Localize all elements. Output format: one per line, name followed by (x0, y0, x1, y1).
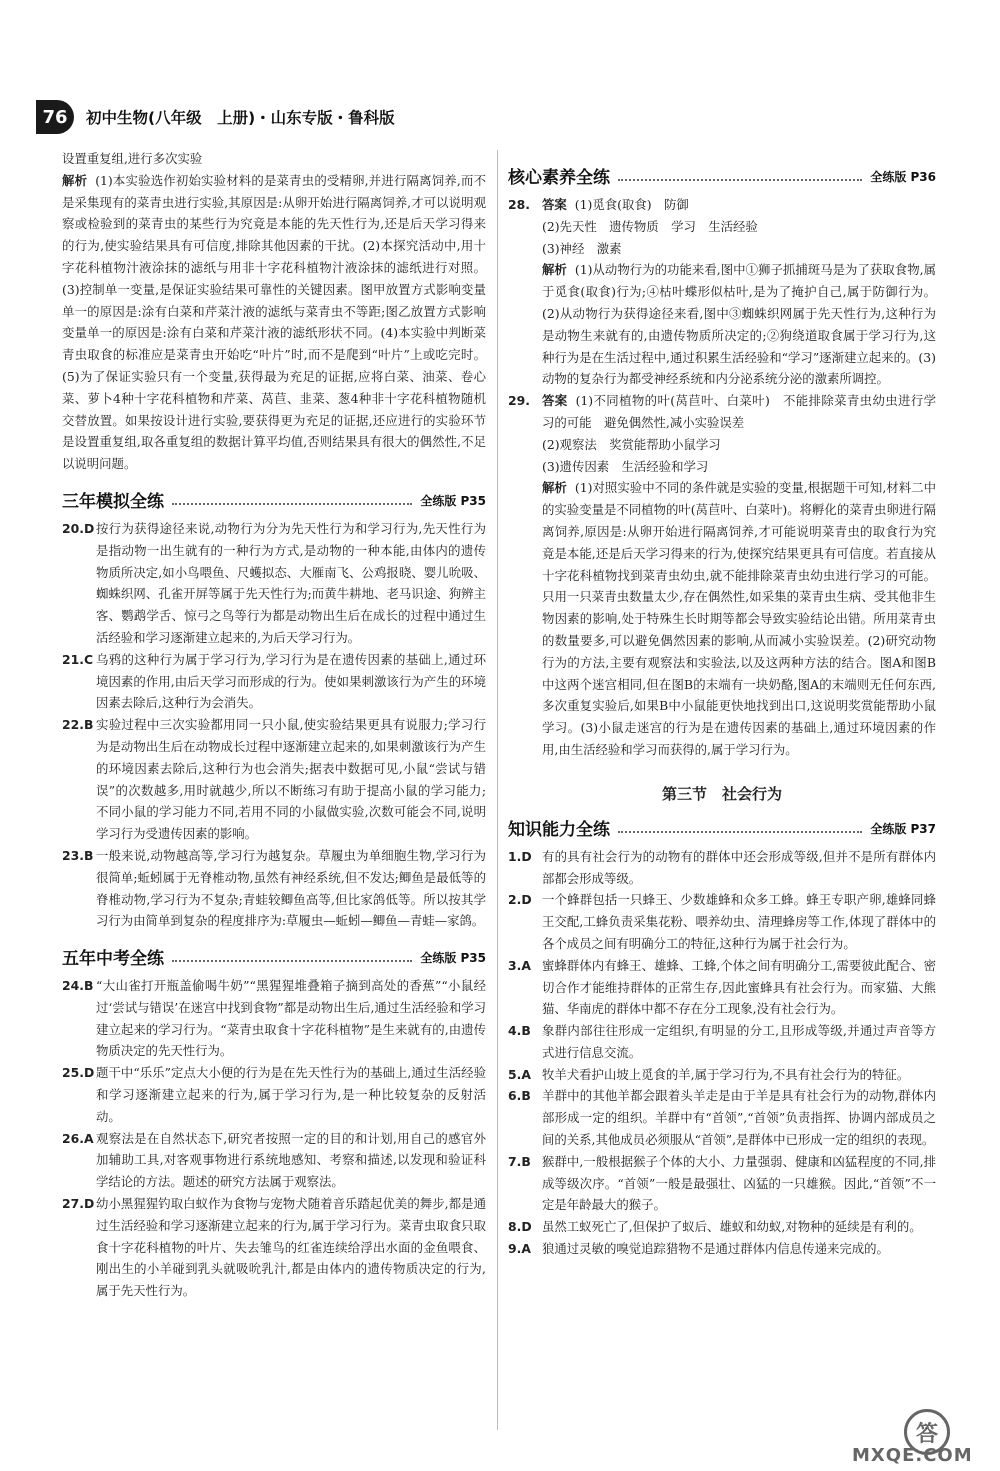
question-number: 29. (508, 393, 530, 409)
answer-label: 答案 (542, 197, 567, 212)
answer-text: 有的具有社会行为的动物有的群体中还会形成等级,但并不是所有群体内部都会形成等级。 (542, 848, 936, 886)
analysis-text: (1)从动物行为的功能来看,图中①狮子抓捕斑马是为了获取食物,属于觅食(取食)行为;④枯叶蝶形似枯叶,是为了掩护自己,属于防御行为。(2)从动物行为获得途径来看,图中③蜘蛛织网属于先天性行为,这种行为是动物生来就有的,由遗传物质所决定的;②狗绕道取食属于学习行为,这种行为是在生活过程中,通过积累生活经验和“学习”逐渐建立起来的。(3)动物的复杂行为都受神经系统和内分泌系统分泌的激素所调控。 (542, 262, 937, 387)
answer-list (62, 975, 486, 1302)
answer-line: (3)遗传因素 生活经验和学习 (542, 458, 709, 474)
answer-item (62, 518, 486, 649)
answer-list (62, 518, 486, 932)
section-leader (618, 831, 862, 833)
answer-text: 按行为获得途径来说,动物行为分为先天性行为和学习行为,先天性行为是指动物一出生就有的一种行为方式,是动物的一种本能,由体内的遗传物质所决定,如小鸟喂鱼、尺蠖拟态、大雁南飞、公鸡报晓、婴儿吮吸、蜘蛛织网、孔雀开屏等属于先天性行为;而黄牛耕地、老马识途、狗辨主客、鹦鹉学舌、惊弓之鸟等行为都是动物出生后在成长的过程中通过生活经验和学习逐渐建立起来的,为后天学习行为。 (96, 520, 486, 645)
answer-text: 牧羊犬看护山坡上觅食的羊,属于学习行为,不具有社会行为的特征。 (542, 1066, 910, 1082)
answer-text: 乌鸦的这种行为属于学习行为,学习行为是在遗传因素的基础上,通过环境因素的作用,由后天学习而形成的行为。使如果刺激该行为产生的环境因素去除后,这种行为会消失。 (96, 651, 486, 711)
question-number: 28. (508, 197, 530, 212)
jiexi-label: 解析 (542, 262, 567, 278)
answer-text: 象群内部往往形成一定组织,有明显的分工,且形成等级,并通过声音等方式进行信息交流。 (542, 1023, 936, 1060)
jiexi-label: 解析 (62, 172, 88, 188)
answer-item (508, 955, 936, 1020)
watermark-text: MXQE.COM (852, 1445, 973, 1466)
question-number: 9.A (508, 1241, 531, 1257)
question-number: 8.D (508, 1219, 532, 1235)
analysis (508, 259, 936, 390)
question-number: 24.B (62, 978, 94, 994)
watermark-logo (812, 1409, 982, 1465)
answer-text: 一般来说,动物越高等,学习行为越复杂。草履虫为单细胞生物,学习行为很简单;蚯蚓属于无脊椎动物,虽然有神经系统,但不发达;鲫鱼是最低等的脊椎动物,学习行为不复杂;青蛙较鲫鱼高等,但比家鸽低等。所以按其学习行为由简单到复杂的程度排序为:草履虫—蚯蚓—鲫鱼—青蛙—家鸽。 (96, 847, 486, 929)
question-number: 1.D (508, 848, 532, 864)
section-leader (172, 503, 412, 505)
intro-analysis (62, 170, 486, 475)
section-leader (172, 960, 412, 962)
section-ref: 全练版 P35 (420, 951, 486, 966)
answer-text: 观察法是在自然状态下,研究者按照一定的目的和计划,用自己的感官外加辅助工具,对客观事物进行系统地感知、考察和描述,以发现和验证科学结论的方法。题述的研究方法属于观察法。 (96, 1130, 486, 1190)
answer-item (508, 1020, 936, 1064)
answer-item (508, 1064, 936, 1086)
question-number: 25.D (62, 1065, 95, 1081)
answer-item (508, 1216, 936, 1238)
section-ref: 全练版 P35 (420, 493, 486, 508)
question-number: 23.B (62, 847, 94, 863)
answer-text: 羊群中的其他羊都会跟着头羊走是由于羊是具有社会行为的动物,群体内部形成一定的组织。羊群中有“首领”,“首领”负责指挥、协调内部成员之间的关系,其他成员必须服从“首领”,是群体中已形成一定的组织的表现。 (542, 1088, 936, 1148)
question-number: 3.A (508, 957, 531, 973)
analysis (508, 477, 936, 760)
answer-text: 一个蜂群包括一只蜂王、少数雄蜂和众多工蜂。蜂王专职产卵,雄蜂同蜂王交配,工蜂负责采集花粉、喂养幼虫、清理蜂房等工作,体现了群体中的各个成员之间有明确分工的特征,这种行为属于社会行为。 (542, 892, 936, 951)
answer-text: 蜜蜂群体内有蜂王、雄蜂、工蜂,个体之间有明确分工,需要彼此配合、密切合作才能维持群体的正常生存,因此蜜蜂具有社会行为。而家猫、大熊猫、华南虎的群体中都不存在分工现象,没有社会行为。 (542, 957, 936, 1017)
section-ref: 全练版 P37 (870, 821, 936, 836)
section-header (508, 812, 936, 840)
right-column (508, 160, 936, 1260)
intro-line: 设置重复组,进行多次实验 (62, 151, 203, 166)
answer-line: (2)先天性 遗传物质 学习 生活经验 (542, 218, 758, 234)
answer-item (62, 975, 486, 1062)
intro-analysis-text: (1)本实验选作初始实验材料的是菜青虫的受精卵,并进行隔离饲养,而不是采集现有的菜青虫进行实验,其原因是:从卵开始进行隔离饲养,才可以说明观察或检验到的菜青虫的某些行为究竟是本能的先天性行为,还是后天学习得来的行为,使实验结果具有可信度,排除其他因素的干扰。(2)本探究活动中,用十字花科植物汁液涂抹的滤纸与用非十字花科植物汁液涂抹的滤纸进行对照。(3)控制单一变量,是保证实验结果可靠性的关键因素。图甲放置方式影响变量单一的原因是:涂有白菜和芹菜汁液的滤纸与菜青虫不等距;图乙放置方式影响变量单一的原因是:涂有白菜和芹菜汁液的滤纸形状不同。(4)本实验中判断菜青虫取食的标准应是菜青虫开始吃“叶片”时,而不是爬到“叶片”上或吃完时。(5)为了保证实验只有一个变量,获得最为充足的证据,应将白菜、油菜、卷心菜、萝卜4种十字花科植物和芹菜、莴苣、韭菜、葱4种非十字花科植物随机交替放置。如果按设计进行实验,要获得更为充足的证据,还应进行的实验环节是设置重复组,取各重复组的数据计算平均值,否则结果具有很大的偶然性,不足以说明问题。 (62, 172, 487, 472)
question-number: 22.B (62, 717, 94, 733)
question-number: 27.D (62, 1196, 95, 1212)
answer-item (508, 1238, 936, 1260)
answer-item (508, 889, 936, 954)
answer-line: (2)观察法 奖赏能帮助小鼠学习 (542, 436, 721, 452)
answer-line: (3)神经 激素 (542, 240, 622, 256)
answer-item (508, 846, 936, 890)
section-leader (618, 179, 862, 181)
answer-line: (1)觅食(取食) 防御 (574, 197, 689, 212)
subsection-title: 第三节 社会行为 (661, 784, 782, 803)
section-header (508, 160, 936, 188)
question-number: 6.B (508, 1088, 531, 1104)
question-number: 4.B (508, 1023, 531, 1039)
left-column (62, 148, 486, 1302)
question-number: 2.D (508, 892, 532, 908)
answer-list (508, 846, 936, 1260)
answer-item (62, 649, 486, 714)
answer-item (62, 714, 486, 845)
answer-text: 题干中“乐乐”定点大小便的行为是在先天性行为的基础上,通过生活经验和学习逐渐建立起来的行为,属于学习行为,是一种比较复杂的反射活动。 (96, 1065, 486, 1124)
question-number: 26.A (62, 1130, 94, 1146)
page-number: 76 (36, 100, 74, 134)
question-number: 20.D (62, 520, 95, 536)
answer-text: 实验过程中三次实验都用同一只小鼠,使实验结果更具有说服力;学习行为是动物出生后在动物成长过程中逐渐建立起来的,如果刺激该行为产生的环境因素去除后,这种行为也会消失;据表中数据可见,小鼠“尝试与错误”的次数越多,用时就越少,所以不断练习有助于提高小鼠的学习能力;不同小鼠的学习能力不同,若用不同的小鼠做实验,次数可能会不同,说明学习行为受遗传因素的影响。 (96, 717, 486, 842)
page-header (36, 100, 395, 134)
answer-item (62, 1193, 486, 1302)
answer-item (508, 1085, 936, 1150)
column-divider (497, 150, 498, 1430)
answer-item (508, 194, 936, 216)
section-header (62, 941, 486, 969)
answer-item (62, 845, 486, 932)
answer-text: 猴群中,一般根据猴子个体的大小、力量强弱、健康和凶猛程度的不同,排成等级次序。“首领”一般是最强壮、凶猛的一只雄猴。因此,“首领”不一定是年龄最大的猴子。 (542, 1153, 936, 1213)
section-title: 知识能力全练 (508, 819, 610, 840)
section-title: 三年模拟全练 (62, 491, 164, 512)
jiexi-label: 解析 (542, 480, 567, 496)
answer-text: 幼小黑猩猩钓取白蚁作为食物与宠物犬随着音乐踏起优美的舞步,都是通过生活经验和学习逐渐建立起来的行为,属于学习行为。菜青虫取食只取食十字花科植物的叶片、失去雏鸟的红雀连续给浮出水面的金鱼喂食、刚出生的小羊碰到乳头就吸吮乳汁,都是由体内的遗传物质决定的行为,属于先天性行为。 (96, 1196, 486, 1299)
section-title: 五年中考全练 (62, 949, 164, 970)
section-title: 核心素养全练 (508, 168, 610, 188)
answer-text: 狼通过灵敏的嗅觉追踪猎物不是通过群体内信息传递来完成的。 (542, 1241, 889, 1257)
analysis-text: (1)对照实验中不同的条件就是实验的变量,根据题干可知,材料二中的实验变量是不同植物的叶(莴苣叶、白菜叶)。将孵化的菜青虫卵进行隔离饲养,原因是:从卵开始进行隔离饲养,才可能说明菜青虫的取食行为究竟是本能,还是后天学习得来的行为,使探究结果更具有可信度。若直接从十字花科植物找到菜青虫幼虫,就不能排除菜青虫幼虫进行学习的可能。只用一只菜青虫数量太少,存在偶然性,如采集的菜青虫生病、受其他非生物因素的影响,处于特殊生长时期等都会导致实验结论出错。所用菜青虫的数量要多,可以避免偶然因素的影响,从而减小实验误差。(2)研究动物行为的方法,主要有观察法和实验法,以及这两种方法的结合。图A和图B中这两个迷宫相同,但在图B的末端有一块奶酪,图A的末端则无任何东西,多次重复实验后,如果B中小鼠能更快地找到出口,这说明奖赏能帮助小鼠学习。(3)小鼠走迷宫的行为是在遗传因素的基础上,通过环境因素的作用,由生活经验和学习而获得的,属于学习行为。 (542, 480, 937, 757)
answer-label: 答案 (542, 393, 568, 409)
seal-icon: 答 (904, 1409, 950, 1455)
question-number: 21.C (62, 651, 94, 667)
answer-item (62, 1062, 486, 1127)
answer-item (508, 390, 936, 434)
answer-line: (1)不同植物的叶(莴苣叶、白菜叶) 不能排除菜青虫幼虫进行学习的可能 避免偶然性,减小实验误差 (542, 393, 936, 430)
answer-text: “大山雀打开瓶盖偷喝牛奶”“黑猩猩堆叠箱子摘到高处的香蕉”“小鼠经过‘尝试与错误’在迷宫中找到食物”都是动物出生后,通过生活经验和学习建立起来的学习行为。“菜青虫取食十字花科植物”是生来就有的,由遗传物质决定的先天性行为。 (96, 978, 486, 1059)
book-title: 初中生物(八年级 上册)・山东专版・鲁科版 (86, 109, 395, 127)
question-number: 5.A (508, 1066, 531, 1082)
section-ref: 全练版 P36 (870, 170, 936, 184)
answer-text: 虽然工蚁死亡了,但保护了蚁后、雄蚁和幼蚁,对物种的延续是有利的。 (542, 1219, 922, 1235)
answer-item (508, 1151, 936, 1216)
section-header (62, 484, 486, 512)
question-number: 7.B (508, 1153, 531, 1169)
answer-item (62, 1128, 486, 1193)
